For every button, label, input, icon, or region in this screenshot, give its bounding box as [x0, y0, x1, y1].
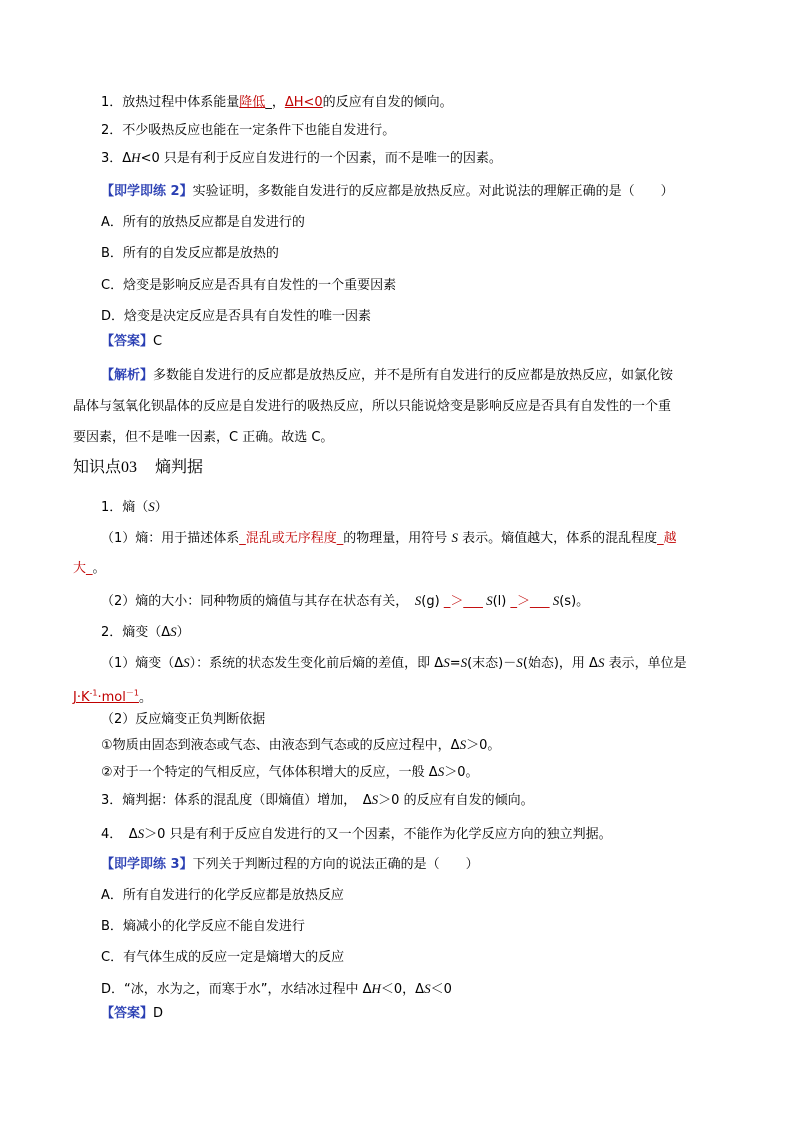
ec-unit-a: J·K [73, 690, 90, 706]
rule2-c: ＞0。 [444, 765, 479, 780]
optd-h: H [371, 981, 381, 996]
ec-unit-exp-2: －1 [125, 689, 139, 698]
entropy-sign-rule-2 [101, 762, 478, 783]
ec-def-k: 表示，单位是 [604, 656, 687, 671]
ec-def-b: S [183, 655, 190, 670]
practice-3-stem: 下列关于判断过程的方向的说法正确的是（ ） [192, 857, 479, 872]
ec-unit-end: 。 [138, 690, 152, 706]
ec-def-e: = [449, 656, 461, 671]
note4-symbol: S [137, 826, 145, 841]
ec-def-c: ）：系统的状态发生变化前后熵的差值，即 Δ [189, 656, 444, 671]
practice-2-analysis-line-3: 要因素，但不是唯一因素，C 正确。故选 C。 [73, 430, 334, 445]
entropy-sign-rule-1 [101, 735, 500, 756]
note-1 [101, 93, 453, 113]
ec-title-c: ） [176, 625, 190, 640]
entropy-definition [101, 528, 677, 549]
entropy-mag-l: (l) [492, 594, 511, 609]
entropy-mag-s: (s)。 [559, 594, 590, 609]
entropy-mag-s-s: S [549, 593, 560, 608]
criterion-symbol: S [371, 792, 379, 807]
ec-def-i: (始态)，用 Δ [522, 656, 598, 671]
entropy-definition-cont [73, 559, 106, 579]
analysis-text-1: 多数能自发进行的反应都是放热反应，并不是所有自发进行的反应都是放热反应，如氯化铵 [153, 368, 674, 383]
note4-c: ＞0 只是有利于反应自发进行的又一个因素，不能作为化学反应方向的独立判据。 [144, 827, 612, 842]
note-1-blank-condition: ΔH<0 [284, 95, 323, 110]
heading-prefix: 知识点 [73, 457, 122, 476]
entropy-def-e: 表示。熵值越大，体系的混乱程度 [457, 531, 658, 546]
answer-value-3: D [153, 1006, 164, 1021]
practice-2-answer [101, 332, 162, 352]
entropy-def-blank-2b: 大_ [73, 561, 93, 576]
practice-2-analysis-line-1 [101, 366, 673, 386]
ec-title-symbol: S [170, 624, 177, 639]
ec-def-j: S [597, 655, 605, 670]
practice-3-tag: 【即学即练 3】 [101, 857, 193, 872]
practice-3-option-a: A．所有自发进行的化学反应都是放热反应 [101, 888, 344, 903]
note4-a: 4． Δ [101, 827, 138, 842]
note-3-symbol-h: H [131, 150, 141, 165]
entropy-mag-g: (g) [421, 594, 444, 609]
answer-value: C [153, 334, 163, 349]
rule1-a: ①物质由固态到液态或气态、由液态到气态或的反应过程中，Δ [101, 738, 460, 753]
practice-2-question [101, 182, 674, 202]
practice-2-option-a: A．所有的放热反应都是自发进行的 [101, 215, 305, 230]
heading-number: 03 [121, 459, 138, 476]
entropy-note-4 [101, 824, 612, 845]
entropy-symbol: S [148, 499, 155, 514]
heading-title: 熵判据 [155, 457, 204, 476]
practice-2-option-d: D．焓变是决定反应是否具有自发性的唯一因素 [101, 309, 372, 324]
entropy-change-unit [73, 684, 152, 708]
rule1-c: ＞0。 [466, 738, 501, 753]
criterion-a: 3．熵判据：体系的混乱度（即熵值）增加， Δ [101, 793, 372, 808]
practice-2-stem: 实验证明，多数能自发进行的反应都是放热反应。对此说法的理解正确的是（ ） [192, 184, 674, 199]
rule1-symbol: S [459, 737, 467, 752]
optd-c: ＜0，Δ [380, 982, 425, 997]
ec-title-a: 2．熵变（Δ [101, 625, 171, 640]
entropy-change-definition [101, 653, 687, 674]
optd-s: S [424, 981, 431, 996]
practice-2-option-c: C．焓变是影响反应是否具有自发性的一个重要因素 [101, 278, 397, 293]
practice-2-option-b: B．所有的自发反应都是放热的 [101, 246, 279, 261]
entropy-mag-blank-1: _＞___ [443, 594, 483, 609]
practice-3-question [101, 855, 479, 875]
analysis-tag: 【解析】 [101, 368, 154, 383]
ec-def-h: S [516, 655, 523, 670]
entropy-change-title [101, 622, 190, 643]
note-1-blank-answer: 降低 [239, 95, 266, 110]
section-heading [73, 456, 203, 479]
practice-3-answer [101, 1004, 163, 1024]
entropy-title-c: ） [154, 500, 168, 515]
entropy-def-end: 。 [92, 561, 106, 576]
note-3-text-c: <0 只是有利于反应自发进行的一个因素，而不是唯一的因素。 [140, 151, 502, 166]
entropy-mag-s-g: S [414, 593, 422, 608]
entropy-criterion [101, 790, 534, 811]
note-1-tail: 的反应有自发的倾向。 [322, 95, 453, 110]
entropy-sign-basis: （2）反应熵变正负判断依据 [101, 712, 266, 727]
practice-2-analysis-line-2: 晶体与氢氧化钡晶体的反应是自发进行的吸热反应，所以只能说焓变是影响反应是否具有自发性的一个重 [73, 399, 672, 414]
ec-unit-exp-1: -1 [89, 689, 98, 698]
note-3-text-a: 3．Δ [101, 151, 132, 166]
note-1-sep: _， [265, 95, 285, 110]
note-2: 2．不少吸热反应也能在一定条件下也能自发进行。 [101, 123, 396, 138]
entropy-magnitude [101, 591, 589, 612]
entropy-title-a: 1．熵（ [101, 500, 149, 515]
practice-3-option-c: C．有气体生成的反应一定是熵增大的反应 [101, 950, 345, 965]
entropy-def-a: （1）熵：用于描述体系 [101, 531, 240, 546]
entropy-def-symbol: S [451, 530, 458, 545]
rule2-a: ②对于一个特定的气相反应，气体体积增大的反应，一般 Δ [101, 765, 438, 780]
practice-2-tag: 【即学即练 2】 [101, 184, 193, 199]
note-1-number: 1． [101, 95, 123, 110]
optd-e: ＜0 [430, 982, 452, 997]
ec-unit [73, 690, 139, 705]
practice-3-option-b: B．熵减小的化学反应不能自发进行 [101, 919, 305, 934]
ec-def-f: S [460, 655, 468, 670]
ec-def-g: (末态)－ [467, 656, 517, 671]
entropy-mag-s-l: S [482, 593, 493, 608]
entropy-def-blank-2a: _越 [657, 531, 677, 546]
criterion-c: ＞0 的反应有自发的倾向。 [378, 793, 534, 808]
practice-3-option-d [101, 979, 452, 1000]
ec-def-a: （1）熵变（Δ [101, 656, 184, 671]
optd-a: D．“冰，水为之，而寒于水”，水结冰过程中 Δ [101, 982, 372, 997]
entropy-mag-a: （2）熵的大小：同种物质的熵值与其存在状态有关， [101, 594, 415, 609]
entropy-mag-blank-2: _＞___ [510, 594, 550, 609]
ec-unit-c: ·mol [97, 690, 126, 706]
entropy-title [101, 497, 168, 518]
entropy-def-c: 的物理量，用符号 [343, 531, 452, 546]
rule2-symbol: S [437, 764, 445, 779]
answer-tag-3: 【答案】 [101, 1006, 154, 1021]
ec-def-d: S [443, 655, 450, 670]
note-3 [101, 148, 502, 169]
note-1-text: 放热过程中体系能量 [122, 95, 240, 110]
entropy-def-blank-1: _混乱或无序程度_ [239, 531, 344, 546]
answer-tag: 【答案】 [101, 334, 154, 349]
